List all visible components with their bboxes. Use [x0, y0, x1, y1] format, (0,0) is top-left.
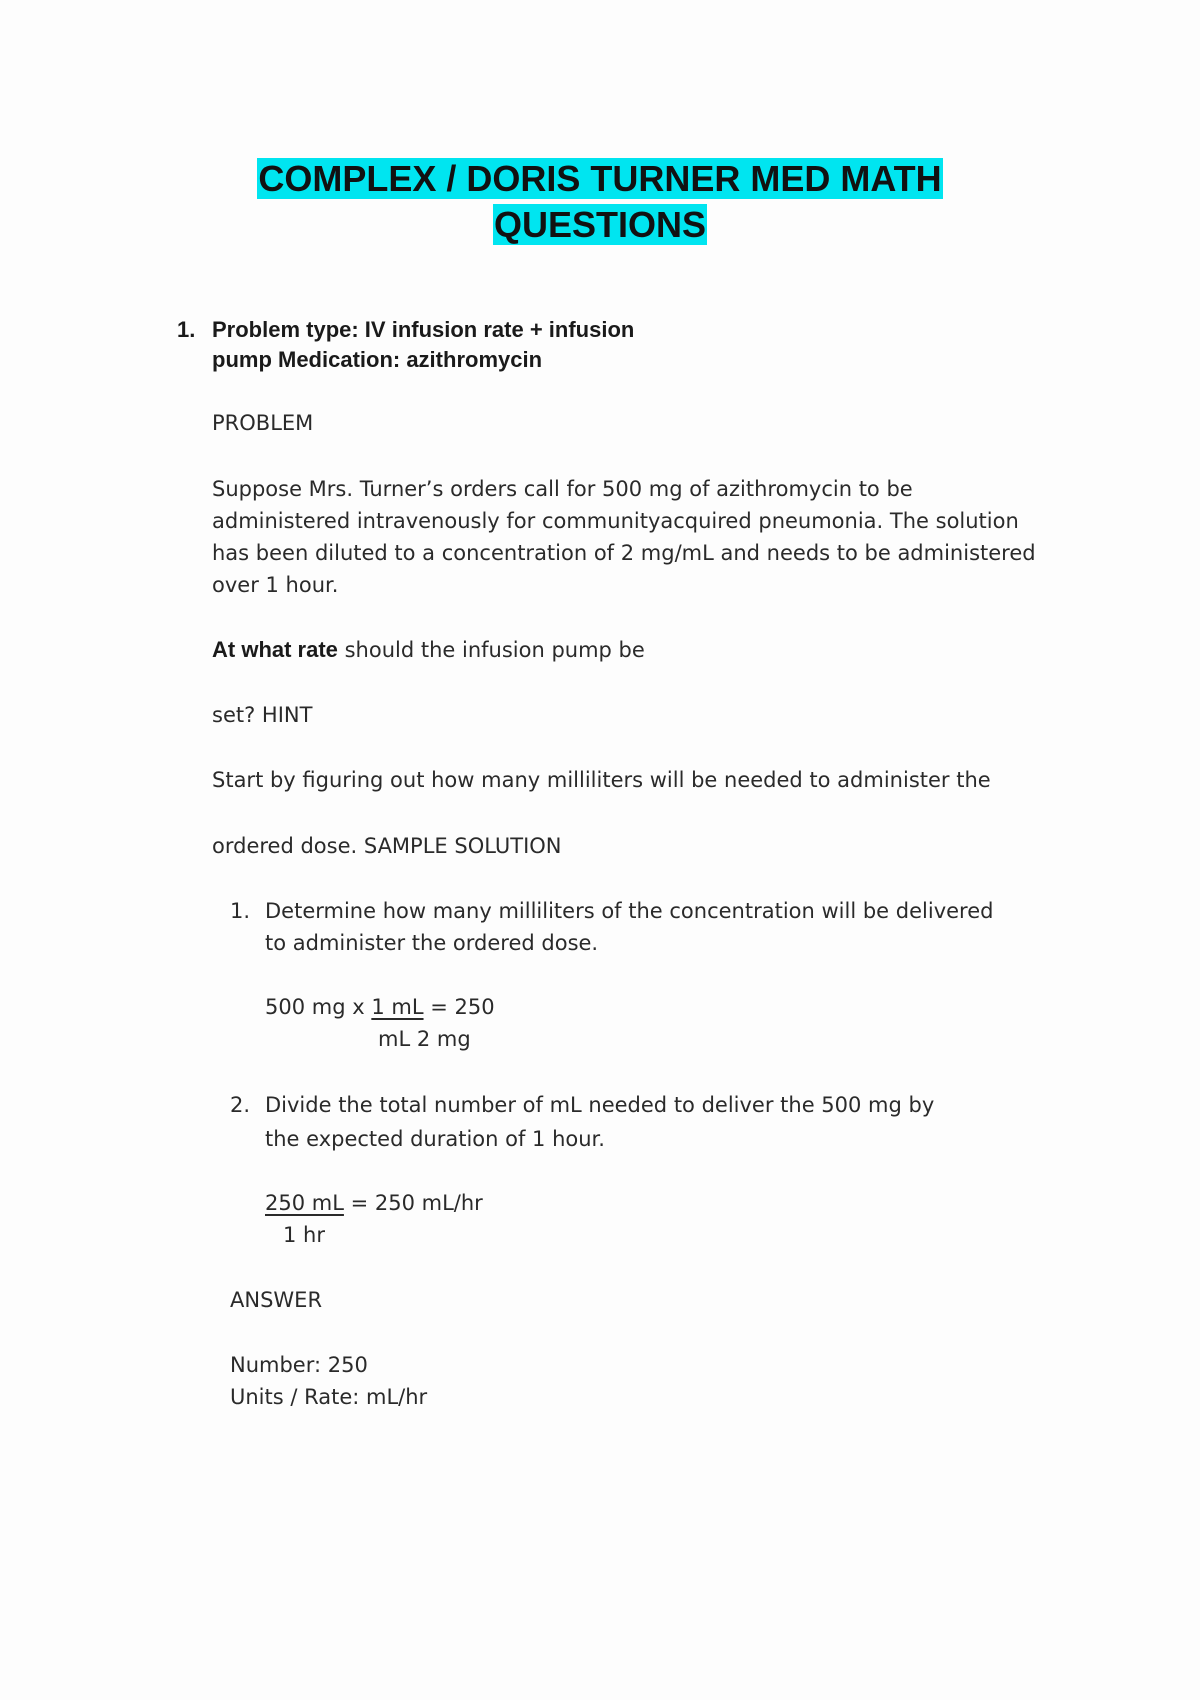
answer-number: Number: 250 [230, 1353, 368, 1377]
problem-line-4: over 1 hour. [212, 573, 339, 597]
answer-units: Units / Rate: mL/hr [230, 1385, 428, 1409]
problem-line-2: administered intravenously for communityacquired pneumonia. The solution [212, 509, 1019, 533]
question-number: 1. [177, 317, 196, 342]
step-2-line-1: Divide the total number of mL needed to deliver the 500 mg by [265, 1093, 935, 1117]
document-title-line-1: COMPLEX / DORIS TURNER MED MATH [258, 158, 942, 199]
step-1-calc-numerator: 1 mL [371, 995, 424, 1019]
step-1-line-1: Determine how many milliliters of the concentration will be delivered [265, 899, 994, 923]
question-header-line-2: pump Medication: azithromycin [212, 347, 543, 372]
problem-line-1: Suppose Mrs. Turner’s orders call for 500 mg of azithromycin to be [212, 477, 913, 501]
hint-line-1: Start by figuring out how many milliliters will be needed to administer the [212, 768, 991, 792]
question-prompt-line-2: set? HINT [212, 703, 313, 727]
step-1-line-2: to administer the ordered dose. [265, 931, 599, 955]
question-prompt-bold: At what rate [212, 637, 338, 662]
step-2-calculation: 250 mL = 250 mL/hr [265, 1191, 483, 1215]
question-header-line-1: Problem type: IV infusion rate + infusion [212, 317, 635, 342]
question-prompt-line-1 [212, 634, 645, 666]
step-2-number: 2. [230, 1093, 251, 1117]
question-prompt-rest: should the infusion pump be [337, 638, 645, 662]
step-1-number: 1. [230, 899, 251, 923]
step-1-calculation: 500 mg x 1 mL = 250 [265, 995, 495, 1019]
answer-label: ANSWER [230, 1288, 323, 1312]
step-2-calc-denominator: 1 hr [283, 1223, 325, 1247]
document-title-line-2: QUESTIONS [493, 204, 707, 245]
step-2-calc-numerator: 250 mL [265, 1191, 344, 1215]
step-2-line-2: the expected duration of 1 hour. [265, 1127, 605, 1151]
step-1-calc-denominator: mL 2 mg [378, 1027, 471, 1051]
problem-label: PROBLEM [212, 411, 314, 435]
hint-line-2: ordered dose. SAMPLE SOLUTION [212, 834, 562, 858]
problem-line-3: has been diluted to a concentration of 2 mg/mL and needs to be administered [212, 541, 1036, 565]
